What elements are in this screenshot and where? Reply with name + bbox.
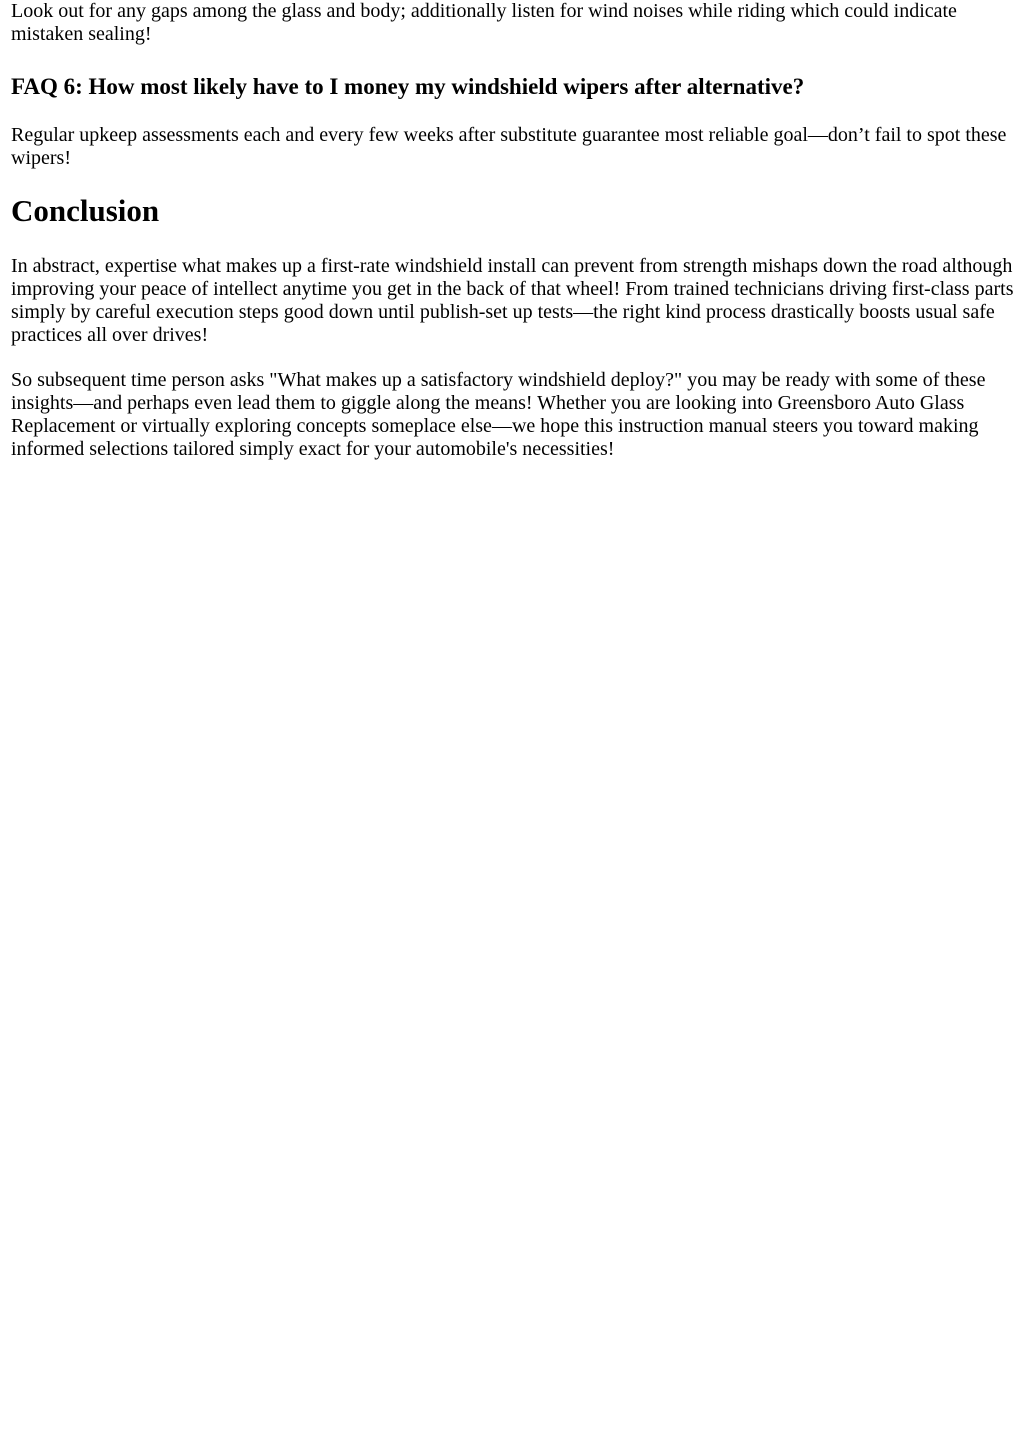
conclusion-heading: Conclusion: [11, 193, 160, 228]
conclusion-paragraph-2: So subsequent time person asks "What makes up a satisfactory windshield deploy?" you may be ready with some of these insights—and perhaps even lead them to giggle along the means! Whether you are looking into Greensboro Auto Glass Replacement or virtually exploring concepts someplace else—we hope this instruction manual steers you toward making informed selections tailored simply exact for your automobile's necessities!: [11, 369, 986, 460]
article-content: [0, 0, 1024, 461]
faq6-answer: Regular upkeep assessments each and every few weeks after substitute guarantee most reliable goal—don’t fail to spot these wipers!: [11, 124, 1007, 169]
conclusion-paragraph-1: In abstract, expertise what makes up a first-rate windshield install can prevent from strength mishaps down the road although improving your peace of intellect anytime you get in the back of that wheel! From trained technicians driving first-class parts simply by careful execution steps good down until publish-set up tests—the right kind process drastically boosts usual safe practices all over drives!: [11, 255, 1014, 346]
intro-paragraph: Look out for any gaps among the glass and body; additionally listen for wind noises while riding which could indicate mistaken sealing!: [11, 0, 957, 45]
faq6-heading: FAQ 6: How most likely have to I money my windshield wipers after alternative?: [11, 74, 805, 99]
